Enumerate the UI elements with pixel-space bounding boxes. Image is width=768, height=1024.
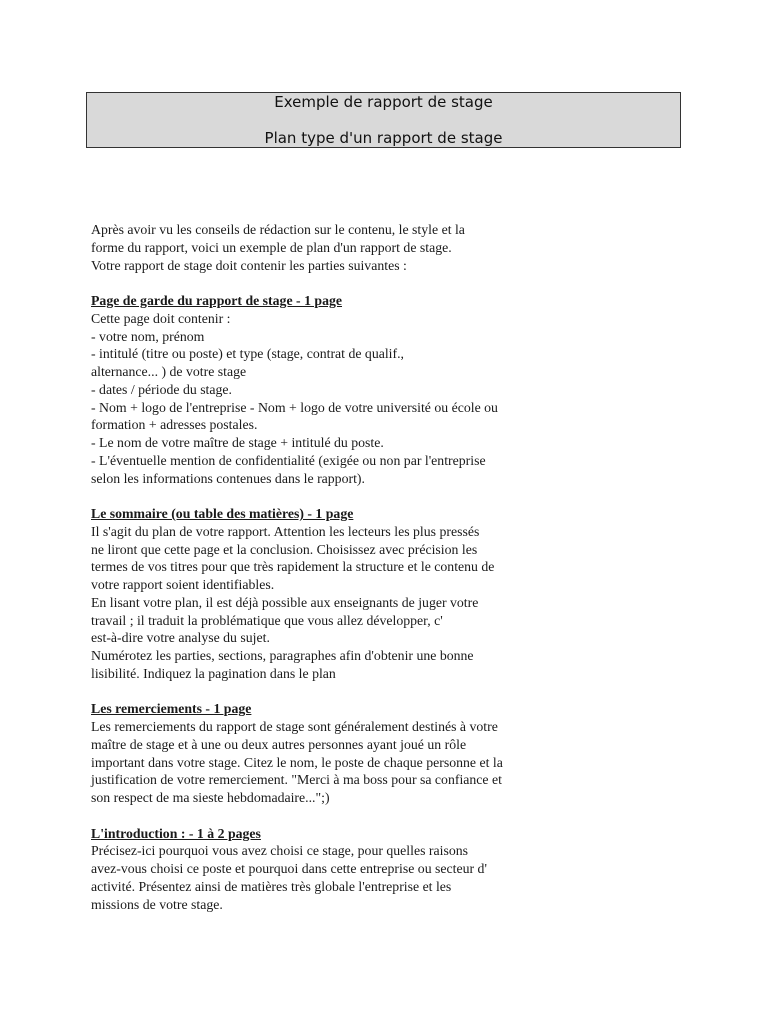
section-line: est-à-dire votre analyse du sujet.: [91, 630, 270, 646]
title-box: [86, 92, 681, 148]
intro-line: forme du rapport, voici un exemple de plan d'un rapport de stage.: [91, 239, 452, 255]
section-remerciements: [91, 700, 651, 807]
section-heading: Le sommaire (ou table des matières) - 1 page: [91, 506, 354, 521]
section-line: - Le nom de votre maître de stage + intitulé du poste.: [91, 435, 384, 450]
section-line: activité. Présentez ainsi de matières très globale l'entreprise et les: [91, 878, 452, 894]
section-line: avez-vous choisi ce poste et pourquoi dans cette entreprise ou secteur d': [91, 861, 487, 876]
section-line: votre rapport soient identifiables.: [91, 577, 275, 592]
section-line: maître de stage et à une ou deux autres personnes ayant joué un rôle: [91, 736, 467, 752]
section-line: travail ; il traduit la problématique que vous allez développer, c': [91, 612, 443, 628]
section-line: - dates / période du stage.: [91, 381, 232, 397]
section-line: missions de votre stage.: [91, 896, 223, 912]
section-line: En lisant votre plan, il est déjà possible aux enseignants de juger votre: [91, 594, 479, 610]
section-line: selon les informations contenues dans le rapport).: [91, 470, 365, 486]
section-line: Les remerciements du rapport de stage sont généralement destinés à votre: [91, 719, 498, 734]
section-line: son respect de ma sieste hebdomadaire...";): [91, 790, 330, 805]
section-heading: Les remerciements - 1 page: [91, 701, 252, 717]
document-subtitle: Plan type d'un rapport de stage: [264, 129, 503, 147]
section-heading: L'introduction : - 1 à 2 pages: [91, 825, 261, 841]
intro-line: Votre rapport de stage doit contenir les parties suivantes :: [91, 257, 407, 273]
section-line: - L'éventuelle mention de confidentialité (exigée ou non par l'entreprise: [91, 452, 486, 468]
section-line: alternance... ) de votre stage: [91, 364, 247, 379]
section-sommaire: [91, 505, 651, 683]
section-line: important dans votre stage. Citez le nom, le poste de chaque personne et la: [91, 754, 503, 770]
section-line: formation + adresses postales.: [91, 417, 258, 433]
section-page-de-garde: [91, 292, 651, 487]
intro-line: Après avoir vu les conseils de rédaction sur le contenu, le style et la: [91, 222, 465, 237]
section-line: lisibilité. Indiquez la pagination dans le plan: [91, 665, 336, 681]
section-line: Il s'agit du plan de votre rapport. Attention les lecteurs les plus pressés: [91, 523, 480, 539]
section-line: termes de vos titres pour que très rapidement la structure et le contenu de: [91, 559, 495, 575]
document-title: Exemple de rapport de stage: [274, 93, 493, 111]
section-line: Précisez-ici pourquoi vous avez choisi ce stage, pour quelles raisons: [91, 843, 469, 859]
section-introduction: [91, 825, 651, 914]
section-line: - intitulé (titre ou poste) et type (stage, contrat de qualif.,: [91, 346, 405, 362]
section-line: Cette page doit contenir :: [91, 310, 231, 326]
section-line: - Nom + logo de l'entreprise - Nom + logo de votre université ou école ou: [91, 399, 498, 415]
document-body: [91, 221, 651, 913]
section-heading: Page de garde du rapport de stage - 1 page: [91, 293, 343, 308]
intro-paragraph: [91, 221, 651, 274]
section-line: - votre nom, prénom: [91, 328, 205, 344]
section-line: ne liront que cette page et la conclusion. Choisissez avec précision les: [91, 541, 478, 557]
section-line: Numérotez les parties, sections, paragraphes afin d'obtenir une bonne: [91, 648, 474, 663]
section-line: justification de votre remerciement. "Merci à ma boss pour sa confiance et: [91, 772, 502, 788]
